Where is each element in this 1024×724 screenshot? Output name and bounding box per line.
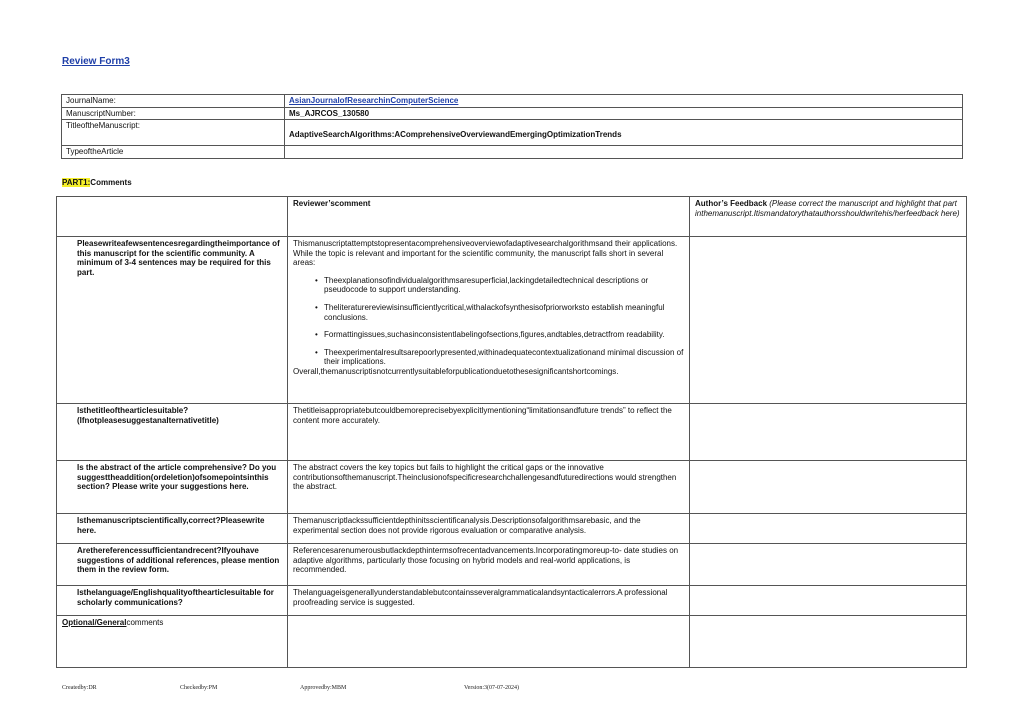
feedback-cell[interactable] [690,237,967,404]
author-feedback-title: Author’s Feedback [695,199,768,208]
list-item: • Theliteraturereviewisinsufficientlycritical,withalackofsynthesisofpriorworksto establish meaningful conclusions. [293,303,684,322]
journal-row [62,95,963,108]
optional-underlined: Optional/General [62,618,127,627]
list-item: • Theexperimentalresultsarepoorlypresented,withinadequatecontextualizationand minimal discussion of their implications. [315,347,684,367]
list-item: • Formattingissues,suchasinconsistentlabelingofsections,figures,andtables,detractfrom readability. [315,330,665,340]
footer-approved: Approvedby:MBM [300,685,347,691]
question-references: Arethereferencessufficientandrecent?Ifyouhave suggestions of additional references, please mention them in the review form. [57,544,288,586]
part1-rest: Comments [90,178,132,187]
comment-intro: Thismanuscriptattemptstopresentacomprehensiveoverviewofadaptivesearchalgorithmsand their applications. While the topic is relevant and important for the scientific community, the manuscript falls short in several areas: [293,239,678,268]
feedback-cell[interactable] [690,404,967,461]
comment-references: Referencesarenumerousbutlackdepthintermsofrecentadvancements.Incorporatingmoreup-to- date studies on adaptive algorithms, particularly those focusing on hybrid models and real-world applications, is recommended. [288,544,690,586]
journal-label: JournalName: [62,95,285,108]
comment-conclusion: Overall,themanuscriptisnotcurrentlysuitableforpublicationduetothesesignificantshortcomings. [293,366,619,376]
header-reviewer-comment: Reviewer’scomment [288,197,690,237]
list-item: • Theexplanationsofindividualalgorithmsaresuperficial,lackingdetailedtechnical descriptions or pseudocode to support understanding. [293,276,684,295]
question-importance: Pleasewriteafewsentencesregardingtheimportance of this manuscript for the scientific community. A minimum of 3-4 sentences may be required for this part. [57,237,288,404]
manuscript-number-value: Ms_AJRCOS_130580 [285,107,963,120]
manuscript-number-label: ManuscriptNumber: [62,107,285,120]
optional-rest: comments [126,618,164,627]
feedback-cell[interactable] [690,514,967,544]
manuscript-title-label: TitleoftheManuscript: [62,120,285,146]
table-row [57,404,967,461]
manuscript-title-row [62,120,963,146]
feedback-cell[interactable] [690,586,967,616]
question-language: Isthelanguage/Englishqualityofthearticlesuitable for scholarly communications? [57,586,288,616]
question-abstract: Is the abstract of the article comprehensive? Do you suggesttheaddition(ordeletion)ofsomepointsinthis section? Please write your suggestions here. [57,461,288,514]
manuscript-number-row [62,107,963,120]
comment-scientific: Themanuscriptlackssufficientdepthinitsscientificanalysis.Descriptionsofalgorithmsarebasic, and the experimental section does not provide rigorous evaluation or comparative analysis. [288,514,690,544]
feedback-cell[interactable] [690,616,967,668]
bullet-text: Theexplanationsofindividualalgorithmsaresuperficial,lackingdetailedtechnical descriptions or pseudocode to support understanding. [324,275,649,295]
article-type-row [62,146,963,159]
optional-comments-label [57,616,288,668]
comment-title: Thetitleisappropriatebutcouldbemoreprecisebyexplicitlymentioning“limitationsandfuture trends” to reflect the content more accurately. [288,404,690,461]
bullet-text: Theexperimentalresultsarepoorlypresented,withinadequatecontextualizationand minimal discussion of their implications. [324,347,684,367]
table-row [57,461,967,514]
header-row [57,197,967,237]
comment-abstract: The abstract covers the key topics but fails to highlight the critical gaps or the innovative contributionsofthemanuscript.Theinclusionofspecificresearchchallengesandfuturedirections would strengthen the abstract. [288,461,690,514]
header-question-cell [57,197,288,237]
part1-highlight: PART1: [62,178,91,187]
footer-version: Version:3(07-07-2024) [464,685,519,691]
journal-link[interactable]: AsianJournalofResearchinComputerScience [289,96,459,105]
table-row [57,514,967,544]
article-type-value [285,146,963,159]
feedback-cell[interactable] [690,461,967,514]
manuscript-info-table [61,94,963,159]
optional-comment-cell[interactable] [288,616,690,668]
feedback-cell[interactable] [690,544,967,586]
form-title: Review Form3 [62,56,130,67]
table-row [57,586,967,616]
comment-importance [288,237,690,404]
table-row [57,237,967,404]
bullet-text: Theliteraturereviewisinsufficientlycritical,withalackofsynthesisofpriorworksto establish meaningful conclusions. [324,302,665,322]
question-title: Isthetitleofthearticlesuitable? (Ifnotpleasesuggestanalternativetitle) [57,404,288,461]
optional-row [57,616,967,668]
manuscript-title-value: AdaptiveSearchAlgorithms:AComprehensiveOverviewandEmergingOptimizationTrends [285,120,963,146]
comment-language: Thelanguageisgenerallyunderstandablebutcontainsseveralgrammaticalandsyntacticalerrors.A professional proofreading service is suggested. [288,586,690,616]
footer-created: Createdby:DR [62,685,97,691]
table-row [57,544,967,586]
part1-heading [62,178,132,188]
article-type-label: TypeoftheArticle [62,146,285,159]
comments-table [56,196,967,668]
bullet-text: Formattingissues,suchasinconsistentlabelingofsections,figures,andtables,detractfrom readability. [324,330,665,340]
header-author-feedback [690,197,967,237]
author-feedback-note: (Please correct the manuscript and highlight that part inthemanuscript.Itismandatorythatauthorsshouldwritehis/herfeedback here) [695,199,960,218]
footer-checked: Checkedby:PM [180,685,218,691]
question-scientific: Isthemanuscriptscientifically,correct?Pleasewrite here. [57,514,288,544]
